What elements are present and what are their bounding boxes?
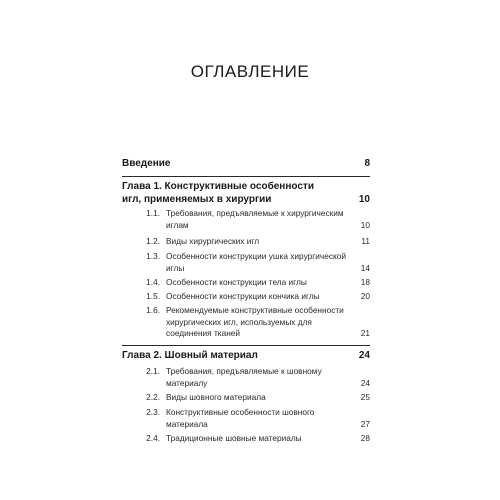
toc-subentry-page: 24 xyxy=(360,377,370,388)
toc-subentry[interactable] xyxy=(122,392,370,404)
toc-subentry-number: 1.3. xyxy=(146,251,160,261)
toc-subentry-page: 18 xyxy=(360,277,370,287)
toc-entry-chapter-2[interactable] xyxy=(122,349,370,362)
toc-subentry[interactable] xyxy=(122,236,370,248)
divider xyxy=(122,176,370,177)
toc-subentry-text: Особенности конструкции кончика иглы xyxy=(166,291,320,301)
toc-subentry[interactable] xyxy=(122,305,370,340)
toc-subentry-page: 28 xyxy=(360,433,370,443)
toc-subentry[interactable] xyxy=(122,291,370,303)
toc-subentry-number: 1.1. xyxy=(146,208,160,218)
toc-subentry-text: Требования, предъявляемые к шовному материалу xyxy=(166,366,322,388)
toc-subentry[interactable] xyxy=(122,433,370,445)
toc-subentry-text: Требования, предъявляемые к хирургическим иглам xyxy=(166,208,344,230)
divider xyxy=(122,345,370,346)
toc-subentry[interactable] xyxy=(122,407,370,430)
toc-subentry[interactable] xyxy=(122,251,370,274)
toc-subentry-text: Особенности конструкции тела иглы xyxy=(166,277,307,287)
toc-entry-label: Глава 1. Конструктивные особенности игл, применяемых в хирургии xyxy=(122,181,314,205)
toc-entry-page: 24 xyxy=(358,350,370,361)
toc-subentry-page: 14 xyxy=(360,262,370,273)
toc-subentry-number: 1.5. xyxy=(146,291,160,301)
toc-subentry-number: 2.1. xyxy=(146,366,160,376)
toc-entry-label: Введение xyxy=(122,158,171,169)
toc-subentry-number: 2.3. xyxy=(146,407,160,417)
toc-subentry-number: 2.4. xyxy=(146,433,160,443)
toc-subentry-page: 20 xyxy=(360,291,370,301)
toc-subentry-text: Традиционные шовные материалы xyxy=(166,433,302,443)
page-title: ОГЛАВЛЕНИЕ xyxy=(190,62,310,81)
toc-subentry[interactable] xyxy=(122,366,370,389)
toc-subentry-page: 21 xyxy=(360,328,370,338)
toc-entry-page: 10 xyxy=(358,194,370,205)
toc-subentry[interactable] xyxy=(122,277,370,289)
toc-subentry-page: 10 xyxy=(360,219,370,230)
toc-subentry-text: Виды хирургических игл xyxy=(166,236,260,246)
toc-subentry-number: 1.4. xyxy=(146,277,160,287)
toc-subentry-number: 2.2. xyxy=(146,392,160,402)
toc-subentry-page: 11 xyxy=(361,236,370,246)
toc-subentry-text: Особенности конструкции ушка хирургической иглы xyxy=(166,251,346,273)
toc-subentry-text: Виды шовного материала xyxy=(166,392,266,402)
toc-subentry-page: 27 xyxy=(360,418,370,429)
toc-subentry-text: Конструктивные особенности шовного материала xyxy=(166,407,315,429)
toc-subentry[interactable] xyxy=(122,208,370,231)
toc-subentry-number: 1.2. xyxy=(146,236,160,246)
toc-entry-page: 8 xyxy=(364,158,370,169)
toc-entry-introduction[interactable] xyxy=(122,157,370,170)
toc-entry-label: Глава 2. Шовный материал xyxy=(122,350,258,361)
toc-subentry-text: Рекомендуемые конструктивные особенности хирургических игл, используемых для соединения тканей xyxy=(166,305,344,338)
toc-subentry-number: 1.6. xyxy=(146,305,160,315)
toc-entry-chapter-1[interactable] xyxy=(122,180,370,206)
toc-subentry-page: 25 xyxy=(360,392,370,402)
